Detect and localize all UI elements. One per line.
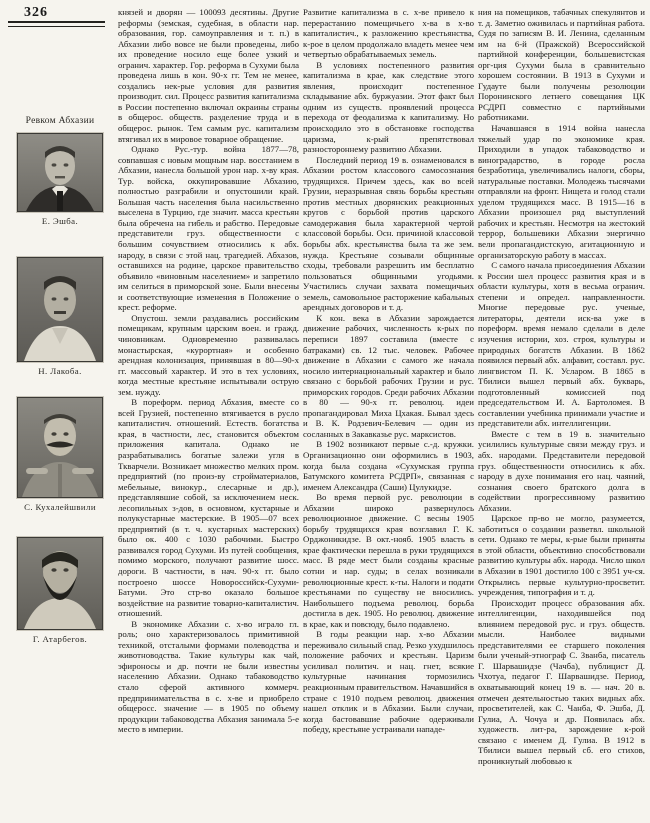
portrait-photo-eshba: [17, 133, 103, 212]
text-column-3: [478, 7, 645, 819]
text-column-1: [118, 7, 299, 819]
paragraph: В экономике Абхазии с. х-во играло гл. роль; оно характеризовалось примитивной техникой, отсталыми формами полеводства и животноводства. Такие культуры как чай, эфироносы и др. почти не были известны населению Абхазии. Однако табаководство стало сферой активного коммерч. предпринимательства в с. х-ве и приобрело общеросс. значение — в 1905 по объему продукции табаководства Абхазия занимала 5-е место в империи.: [118, 618, 299, 735]
figure-lakoba: [14, 257, 106, 376]
text-column-2: [303, 7, 474, 819]
paragraph: С самого начала присоединения Абхазии к России шел процесс развития края и в области культуры, хотя в весьма огранич. степени и определ. направленности. Многие передовые рус. ученые, литераторы, деятели иск-ва уже в пореформ. время немало сделали в деле изучения истории, хоз. строя, культуры и природных богатств Абхазии. В 1862 появился первый абх. алфавит, составл. рус. лингвистом П. К. Усларом. В 1865 в Тбилиси вышел первый абх. букварь, подготовленный комиссией под председательством И. А. Бартоломея. В составлении учебника принимали участие и представители абх. интеллигенции.: [478, 260, 645, 429]
figure-eshba: [14, 133, 106, 226]
paragraph: Царское пр-во не могло, разумеется, заботиться о создании разветвл. школьной сети. Однако те меры, к-рые были приняты в этой области, объективно способствовали развитию культуры абх. народа. Число школ в Абхазии в 1901 достигло 100 с 3951 уч-ся. Открылись первые культурно-просветит. учреждения, типография и т. д.: [478, 513, 645, 598]
paragraph: К кон. века в Абхазии зарождается движение рабочих, численность к-рых по переписи 1897 составила (вместе с батраками) св. 12 тыс. человек. Рабочее движение в Абхазии с самого же начала носило интернациональный характер и было связано с борьбой рабочих Грузии и рус. приморских городов. Среди рабочих Абхазии в 80 — 90-х гг. революц. идеи пропагандировал Миха Цхакая. Бывал здесь и В. К. Родзевич-Белевич — один из сосланных в Закавказье рус. марксистов.: [303, 312, 474, 439]
paragraph: Во время первой рус. революции в Абхазии широко развернулось революционное движение. С весны 1905 борьбу трудящихся края возглавил Г. К. Орджоникидзе. В окт.-нояб. 1905 власть в крае фактически перешла в руки трудящихся масс. В ряде мест были созданы красные сотни и нар. суды; в селах возникали революционные крест. к-ты. Налоги и подати крестьянами по существу не вносились. Наибольшего подъема революц. борьба достигла в дек. 1905. Но революц. движение в крае, как и повсюду, было подавлено.: [303, 492, 474, 629]
portrait-photo-kukhaleyshvili: [17, 397, 103, 498]
portrait-photo-lakoba: [17, 257, 103, 362]
paragraph: Начавшаяся в 1914 война нанесла тяжелый удар по экономике края. Приходили в упадок табаководство и виноградарство, в городе росла безработица, увеличивались налоги, сборы, натуральные поставки. Молодежь тысячами отправляли на фронт. Нищета и голод стали уделом трудящихся масс. В 1915—16 в Абхазии произошел ряд выступлений рабочих и крестьян. Несмотря на жестокий террор, большевики Абхазии энергично вели пропагандистскую, агитационную и организаторскую работу в массах.: [478, 123, 645, 260]
paragraph: князей и дворян — 100093 десятины. Другие реформы (земская, судебная, в области нар. образования, гор. самоуправления и т. п.) в Абхазии либо вовсе не были проведены, либо их проведение носило еще более узкий и огранич. характер. Гор. реформа в Сухуми была проведена лишь в кон. 90-х гг. Тем не менее, создались нек-рые условия для развития производит. сил. Процесс развития капитализма в России постепенно включал окраины страны в общерос. обществ. разделение труда и в общерос. рынок. Тем самым рус. капитализм втягивал их в мировое товарное обращение.: [118, 7, 299, 144]
figure-atarbegov: [14, 537, 106, 644]
figure-caption-kukhaleyshvili: С. Кухалейшвили: [24, 502, 96, 512]
paragraph: В пореформ. период Абхазия, вместе со всей Грузией, постепенно втягивается в русло капиталистич. отношений. Естеств. богатства края, в частности, лес, становится объектом приложения капитала. Однако не разрабатывались богатые залежи угля в Ткварчели. Возникает множество мелких пром. предприятий (по произ-ву стройматериалов, мебельные, винокур., слесарные и др.), представлявшие собой, за исключением неск. лесопильных з-дов, в основном, кустарные и полукустарные мастерские. В 1905—07 всех предприятий (в т. ч. кустарных мастерских) было ок. 400 с 1030 рабочими. Быстро развивался город Сухуми. Из путей сообщения, помимо морского, получают развитие шосс. дороги. В частности, в нач. 90-х гг. было построено шоссе Новороссийск-Сухуми-Батуми. Это стр-во оказало большое воздействие на развитие товарно-капиталистич. отношений.: [118, 397, 299, 619]
paragraph: В годы реакции нар. х-во Абхазии переживало сильный спад. Резко ухудшилось положение рабочих и крестьян. Царизм усиливал политич. и нац. гнет, всякие культурные начинания тормозились реакционным правительством. Начавшийся в стране с 1910 подъем революц. движения нашел отклик и в Абхазии. Были случаи, когда бастовавшие рабочие одерживали победу, крестьяне устраивали нападе-: [303, 629, 474, 735]
photo-strip: [8, 0, 112, 823]
paragraph: Последний период 19 в. ознаменовался в Абхазии ростом классового самосознания трудящихся. Причем здесь, как во всей Грузии, неразрывная связь борьбы крестьян против местных дворянских реакционных кругов с борьбой против царского самодержавия была характерной чертой классовой борьбы. Осн. причиной классовой борьбы абх. крестьянства была та же зем. нужда. Крестьяне созывали общинные сходы, требовали разрешить им бесплатно пользоваться общинными угодьями. Участились случаи захвата помещичьих земель, самовольное расторжение кабальных арендных договоров и т. д.: [303, 154, 474, 313]
paragraph: Вместе с тем в 19 в. значительно усилились культурные связи между груз. и абх. народами. Представители передовой груз. общественности относились к абх. народу в духе понимания его нац. чаяний, сознания своего братского долга в содействии прогрессивному развитию Абхазии.: [478, 428, 645, 513]
figure-kukhaleyshvili: [14, 397, 106, 512]
paragraph: Опустош. земли раздавались российским помещикам, крупным царским воен. и гражд. чиновникам. Одновременно развивалась монастырская, «курортная» и особенно арендная колонизация, принявшая в 80—90-х гг. массовый характер. И это в тех условиях, когда местные крестьяне испытывали острую зем. нужду.: [118, 312, 299, 397]
paragraph: В 1902 возникают первые с.-д. кружки. Организационно они оформились в 1903, когда была создана «Сухумская группа Батумского комитета РСДРП», связанная с именем Александра (Саши) Цулукидзе.: [303, 439, 474, 492]
paragraph: В условиях постепенного развития капитализма в крае, как следствие этого явления, происходит постепенное складывание абх. буржуазии. Этот факт был одним из существ. проявлений процесса перехода от феодализма к капитализму. Но происходило это в обстановке господства царизма, к-рый препятствовал разностороннему развитию Абхазии.: [303, 59, 474, 155]
paragraph: Однако Рус.-тур. война 1877—78, совпавшая с новым мощным нар. восстанием в Абхазии, нанесла большой урон нар. х-ву края. Тур. войска, оккупировавшие Абхазию, полностью разграбили и опустошили край. Большая часть населения была насильственно выселена в Турцию, где значит. масса крестьян была обречена на гибель и рабство. Передовые представители груз. общественности с большим сочувствием относились к абх. народу, в связи с этой нац. трагедией. Абхазов, оставшихся на родине, царское правительство объявило «виновным населением» и запретило им селиться в приморской зоне. Были внесены и соответствующие изменения в Положение о крест. реформе.: [118, 144, 299, 313]
portrait-photo-atarbegov: [17, 537, 103, 630]
figure-caption-eshba: Е. Эшба.: [41, 216, 79, 226]
paragraph: ния на помещиков, табачных спекулянтов и т. д. Заметно оживилась и партийная работа. Судя по записям В. И. Ленина, сделанным им на 6-й (Пражской) Всероссийской партийной конференции, большевистская орг-ция Сухуми была в сравнительно хорошем состоянии. В 1913 в Сухуми и Гудауте были получены резолюции Поронинского летнего совещания ЦК РСДРП совместно с партийными работниками.: [478, 7, 645, 123]
paragraph: Развитие капитализма в с. х-ве привело к перерастанию помещичьего х-ва в х-во капиталистич., к разложению крестьянства, к-рое в целом продолжало владеть менее чем четвертью обрабатываемых земель.: [303, 7, 474, 60]
paragraph: Происходит процесс образования абх. интеллигенции, находившейся под влиянием передовой рус. и груз. обществ. мысли. Наиболее видными представителями ее старшего поколения были ученый-этнограф С. Званба, писатель Г. Шарвашидзе (Чачба), публицист Д. Чхотуа, педагог Г. Шарвашидзе. Период, охватывающий конец 19 в. — нач. 20 в. отмечен деятельностью таких видных абх. просветителей, как С. Чанба, Ф. Эшба, Д. Гулиа, А. Чочуа и др. Появилась абх. художеств. лит-ра, зарождение к-рой связано с именем Д. Гулиа. В 1912 в Тбилиси вышел первый сб. его стихов, проникнутый любовью к: [478, 597, 645, 766]
page-number: 326: [24, 5, 48, 20]
figure-caption-lakoba: Н. Лакоба.: [38, 366, 82, 376]
sidebar-heading: Ревком Абхазии: [25, 116, 95, 126]
figure-caption-atarbegov: Г. Атарбегов.: [32, 634, 88, 644]
